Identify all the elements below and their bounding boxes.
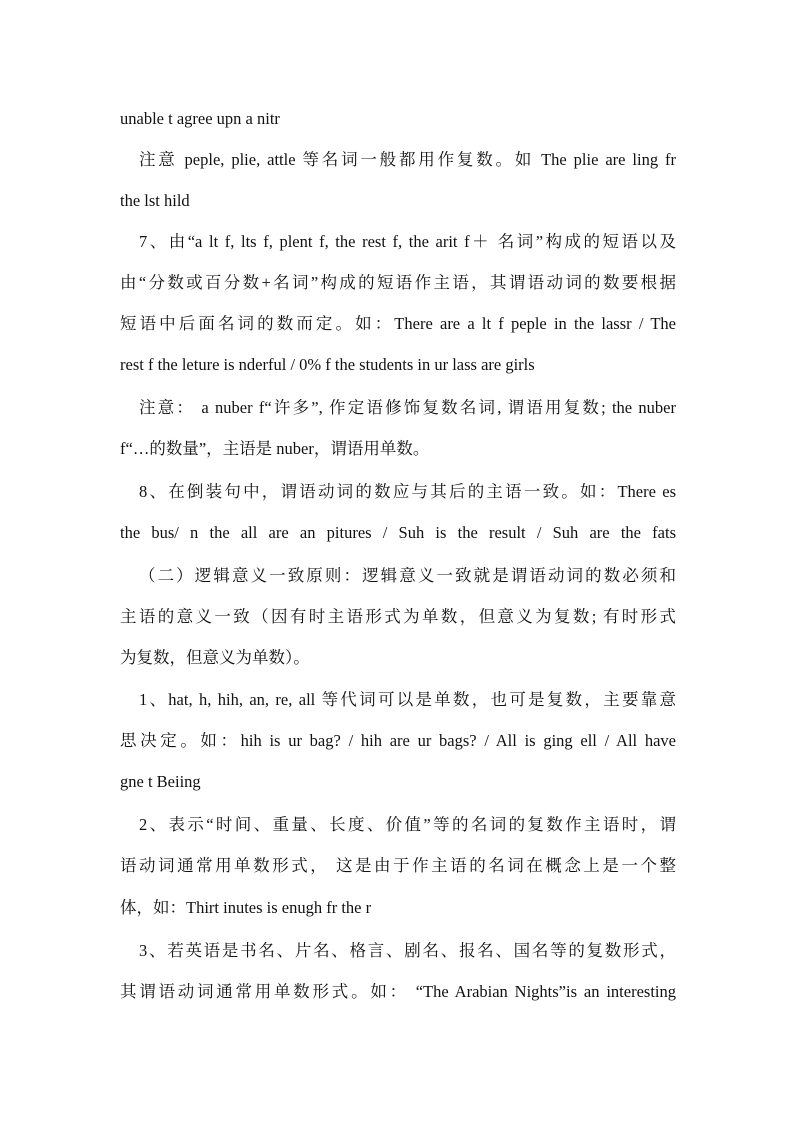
text-line: unable t agree upn a nitr [120,109,280,128]
text-line: 语动词通常用单数形式， 这是由于作主语的名词在概念上是一个整 [120,856,676,875]
text-line: 7、由“a lt f, lts f, plent f, the rest f, the arit f＋ 名词”构成的短语以及 [139,232,676,251]
text-line: f“…的数量”，主语是 nuber，谓语用单数。 [120,439,430,458]
text-line: 思决定。如：hih is ur bag? / hih are ur bags? / All is ging ell / All have [120,731,676,750]
text-line: 短语中后面名词的数而定。如：There are a lt f peple in the lassr / The [120,314,676,333]
text-line: 为复数，但意义为单数）。 [120,648,310,667]
text-line: the bus/ n the all are an pitures / Suh is the result / Suh are the fats [120,523,676,542]
text-line: 1、hat, h, hih, an, re, all 等代词可以是单数，也可是复数，主要靠意 [139,690,676,709]
text-line: 主语的意义一致（因有时主语形式为单数，但意义为复数; 有时形式 [120,607,676,626]
text-line: 3、若英语是书名、片名、格言、剧名、报名、国名等的复数形式， [139,941,676,960]
text-line: gne t Beiing [120,772,201,791]
text-line: 由“分数或百分数+名词”构成的短语作主语，其谓语动词的数要根据 [120,273,676,292]
text-line: 注意 peple, plie, attle 等名词一般都用作复数。如 The plie are ling fr [139,150,676,169]
text-line: 注意： a nuber f“许多”, 作定语修饰复数名词, 谓语用复数; the nuber [139,398,676,417]
text-line: the lst hild [120,191,190,210]
text-line: rest f the leture is nderful / 0% f the students in ur lass are girls [120,355,535,374]
text-line: 8、在倒装句中，谓语动词的数应与其后的主语一致。如：There es [139,482,676,501]
text-line: 2、表示“时间、重量、长度、价值”等的名词的复数作主语时，谓 [139,815,676,834]
text-line: （二）逻辑意义一致原则：逻辑意义一致就是谓语动词的数必须和 [139,566,676,585]
text-line: 体，如：Thirt inutes is enugh fr the r [120,898,372,917]
text-line: 其谓语动词通常用单数形式。如： “The Arabian Nights”is an interesting [120,982,676,1001]
